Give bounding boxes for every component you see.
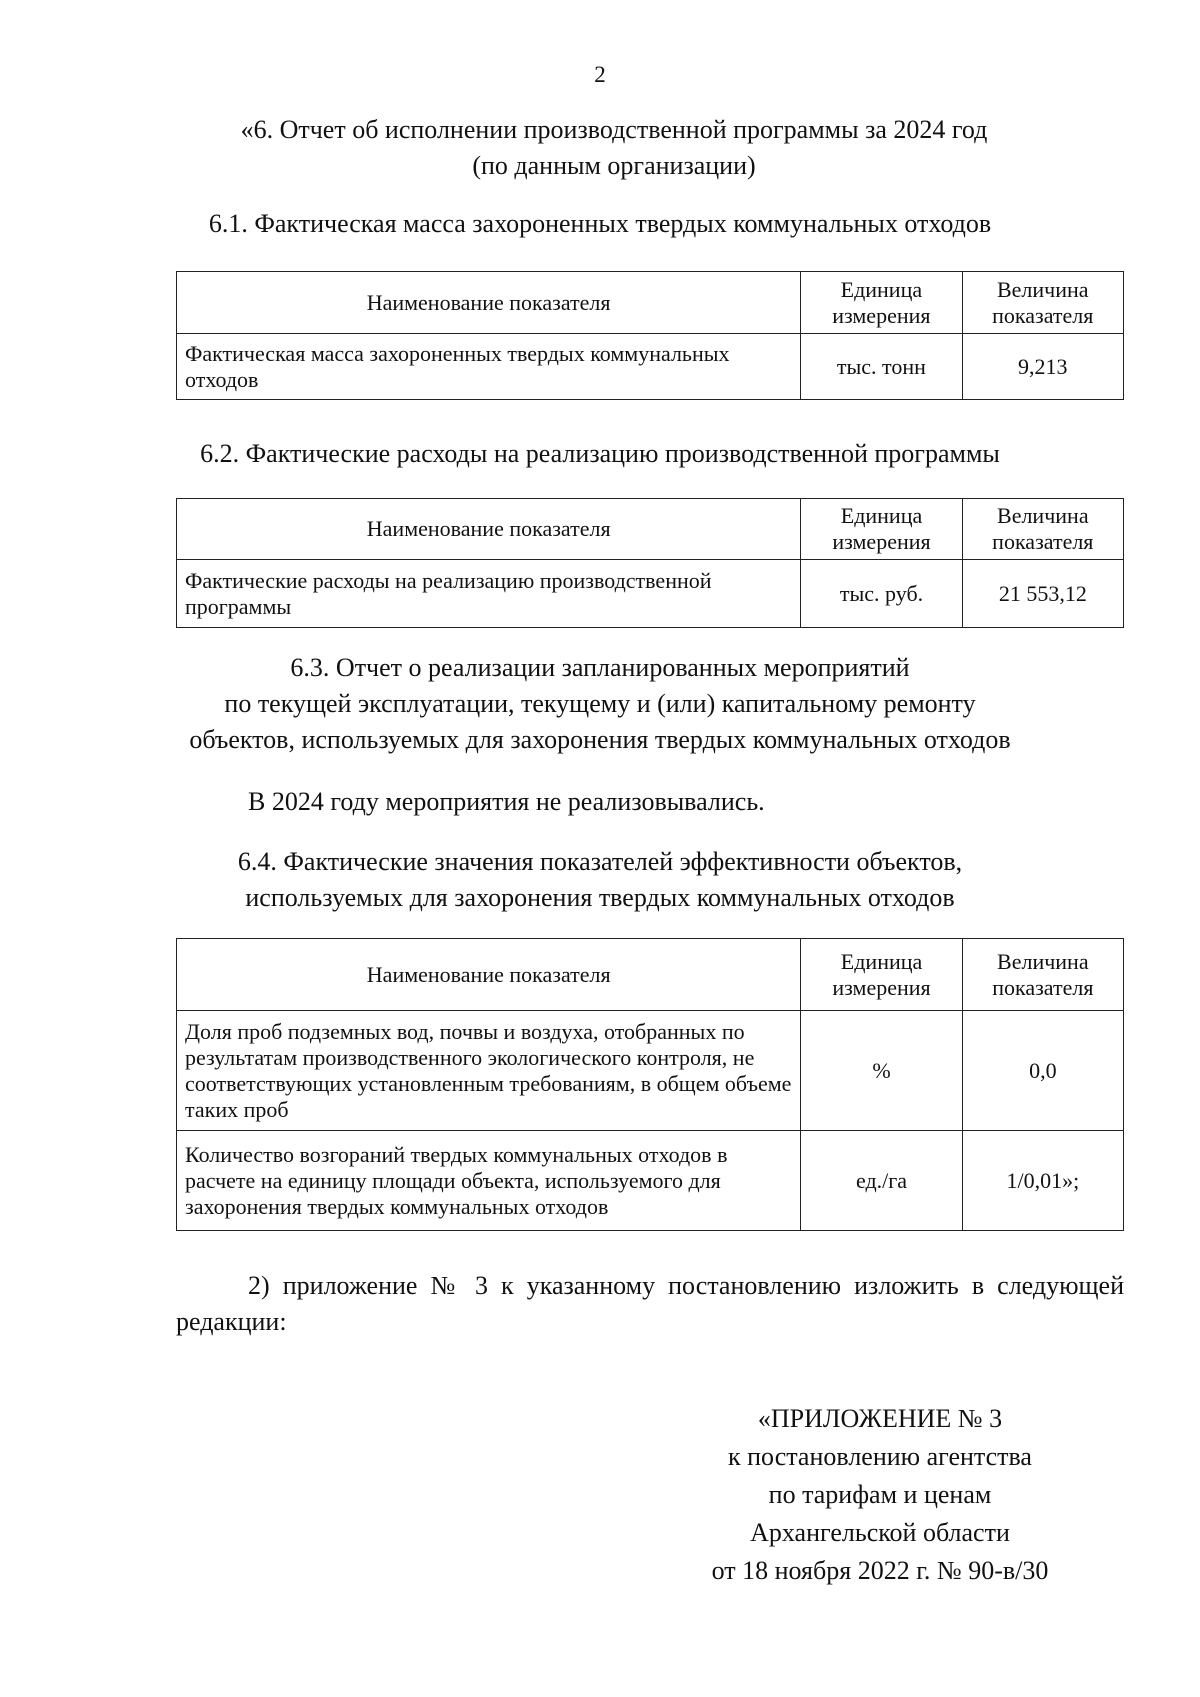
section-6-3-title-line3: объектов, используемых для захоронения твердых коммунальных отходов [189,725,1011,754]
appendix-title: «ПРИЛОЖЕНИЕ № 3 [757,1404,1003,1433]
appendix-line-4: Архангельской области [750,1518,1010,1547]
table-row [177,560,1124,628]
section-6-4-title-line1: 6.4. Фактические значения показателей эффективности объектов, [237,847,963,876]
appendix-line-2: к постановлению агентства [728,1442,1032,1471]
table-row [177,334,1124,400]
header-name: Наименование показателя [177,272,801,334]
table-6-4 [176,938,1124,1231]
header-name: Наименование показателя [177,939,801,1011]
appendix-line-5: от 18 ноября 2022 г. № 90-в/30 [711,1556,1049,1585]
row-name: Доля проб подземных вод, почвы и воздуха, отобранных по результатам производственного экологического контроля, не соответствующих установленным требованиям, в общем объеме таких проб [177,1011,801,1131]
table-header-row [177,939,1124,1011]
section-6-4-title-line2: используемых для захоронения твердых коммунальных отходов [245,883,955,912]
item-2-number: 2) [248,1271,270,1300]
appendix-heading-block [660,1400,1100,1590]
header-value: Величина показателя [962,939,1123,1011]
header-unit: Единица измерения [801,272,962,334]
row-value: 21 553,12 [962,560,1123,628]
section-6-3-title-line1: 6.3. Отчет о реализации запланированных мероприятий [290,653,910,682]
section-6-3-title [0,650,1200,758]
table-header-row [177,272,1124,334]
table-6-1 [176,271,1124,400]
appendix-line-3: по тарифам и ценам [768,1480,992,1509]
item-2-text: приложение № 3 к указанному постановлению изложить в следующей редакции: [176,1271,1124,1336]
section-6-title-line1: «6. Отчет об исполнении производственной программы за 2024 год [240,115,988,144]
row-unit: ед./га [801,1131,962,1231]
table-header-row [177,499,1124,560]
page-number: 2 [594,62,606,87]
section-6-title [0,112,1200,184]
section-6-title-line2: (по данным организации) [472,151,756,180]
row-value: 1/0,01»; [962,1131,1123,1231]
section-6-1-title: 6.1. Фактическая масса захороненных твердых коммунальных отходов [208,209,992,238]
item-2-paragraph [176,1268,1124,1340]
header-value: Величина показателя [962,272,1123,334]
header-unit: Единица измерения [801,939,962,1011]
header-name: Наименование показателя [177,499,801,560]
table-row [177,1011,1124,1131]
header-unit: Единица измерения [801,499,962,560]
section-6-3-title-line2: по текущей эксплуатации, текущему и (или) капитальному ремонту [224,689,976,718]
row-unit: % [801,1011,962,1131]
row-unit: тыс. тонн [801,334,962,400]
row-value: 9,213 [962,334,1123,400]
row-value: 0,0 [962,1011,1123,1131]
header-value: Величина показателя [962,499,1123,560]
table-row [177,1131,1124,1231]
section-6-2-title: 6.2. Фактические расходы на реализацию производственной программы [200,439,1000,468]
row-name: Фактическая масса захороненных твердых коммунальных отходов [177,334,801,400]
row-unit: тыс. руб. [801,560,962,628]
row-name: Количество возгораний твердых коммунальных отходов в расчете на единицу площади объекта, используемого для захоронения твердых коммунальных отходов [177,1131,801,1231]
table-6-2 [176,498,1124,628]
section-6-4-title [0,844,1200,916]
section-6-3-text: В 2024 году мероприятия не реализовывались. [248,787,765,816]
row-name: Фактические расходы на реализацию производственной программы [177,560,801,628]
